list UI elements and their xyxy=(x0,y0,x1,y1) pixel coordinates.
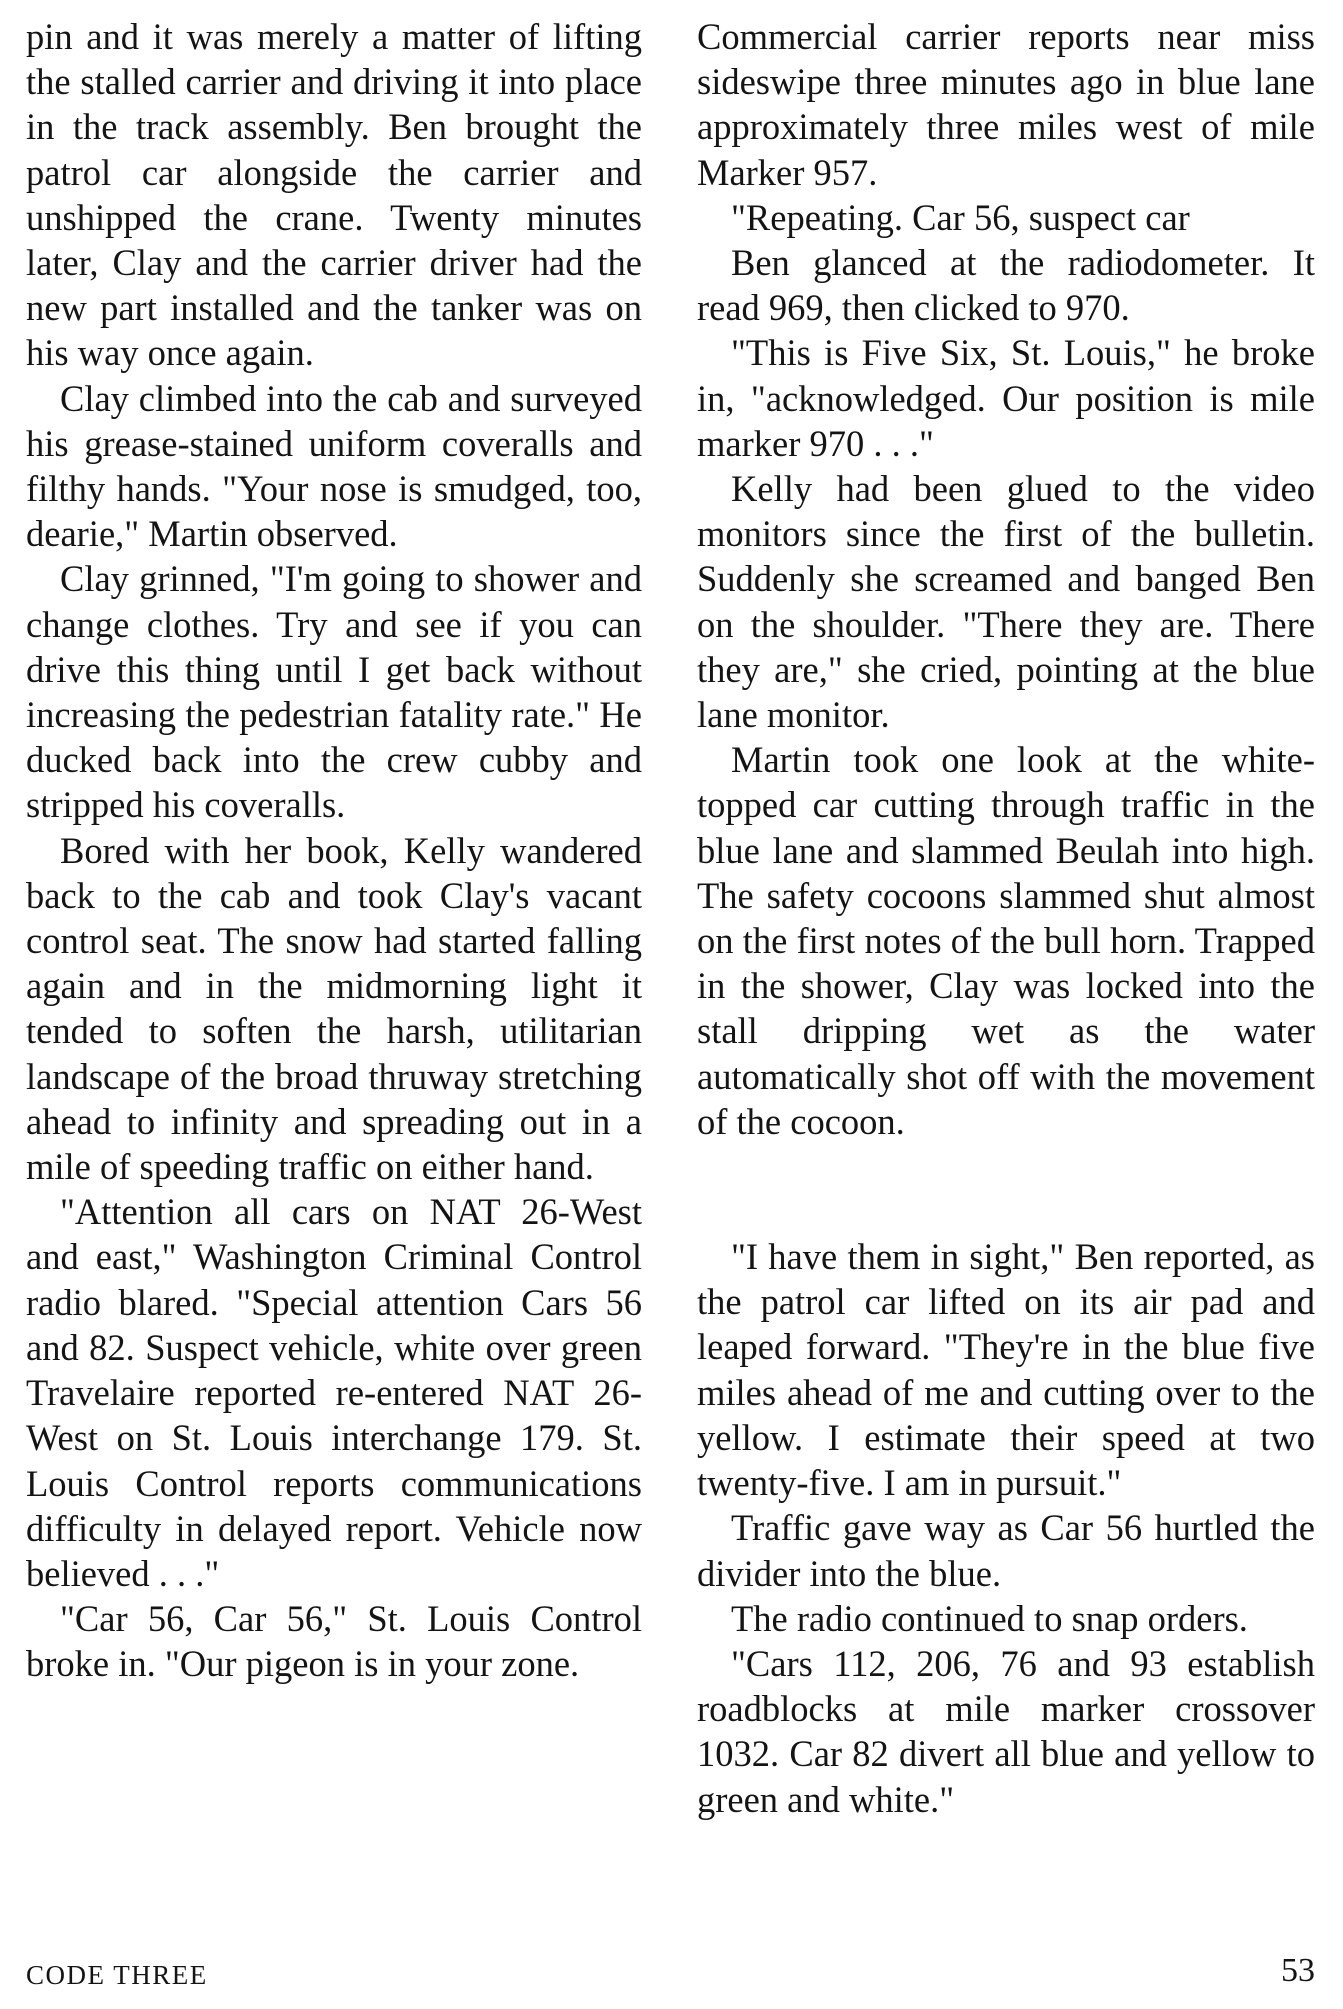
paragraph: "Cars 112, 206, 76 and 93 establish roadblocks at mile marker crossover 1032. Car 82 divert all blue and yellow to green and white." xyxy=(697,1642,1315,1820)
paragraph: Clay grinned, "I'm going to shower and change clothes. Try and see if you can drive this thing until I get back without increasing the pedestrian fatality rate." He ducked back into the crew cubby and stripped his coveralls. xyxy=(26,558,642,826)
right-text-column xyxy=(697,14,1315,1822)
paragraph: "Attention all cars on NAT 26-West and east," Washington Criminal Control radio blared. "Special attention Cars 56 and 82. Suspect vehicle, white over green Travelaire reported re-entered NAT 26-West on St. Louis interchange 179. St. Louis Control reports communications difficulty in delayed report. Vehicle now believed . . ." xyxy=(26,1191,642,1594)
paragraph: "This is Five Six, St. Louis," he broke in, "acknowledged. Our position is mile marker 970 . . ." xyxy=(697,332,1315,464)
paragraph: Traffic gave way as Car 56 hurtled the divider into the blue. xyxy=(697,1507,1315,1594)
paragraph: Martin took one look at the white-topped car cutting through traffic in the blue lane and slammed Beulah into high. The safety cocoons slammed shut almost on the first notes of the bull horn. Trapped in the shower, Clay was locked into the stall dripping wet as the water automatically shot off with the movement of the cocoon. xyxy=(697,739,1315,1142)
paragraph: "Car 56, Car 56," St. Louis Control broke in. "Our pigeon is in your zone. xyxy=(26,1598,642,1685)
left-text-column xyxy=(26,14,642,1687)
paragraph: Ben glanced at the radiodometer. It read 969, then clicked to 970. xyxy=(697,242,1315,329)
paragraph: Commercial carrier reports near miss sideswipe three minutes ago in blue lane approximately three miles west of mile Marker 957. xyxy=(697,16,1315,193)
paragraph: Bored with her book, Kelly wandered back to the cab and took Clay's vacant control seat. The snow had started falling again and in the midmorning light it tended to soften the harsh, utilitarian landscape of the broad thruway stretching ahead to infinity and spreading out in a mile of speeding traffic on either hand. xyxy=(26,829,642,1188)
paragraph: "Repeating. Car 56, suspect car xyxy=(731,196,1190,238)
paragraph: pin and it was merely a matter of lifting the stalled carrier and driving it into place in the track assembly. Ben brought the patrol car alongside the carrier and unshipped the crane. Twenty minutes later, Clay and the carrier driver had the new part installed and the tanker was on his way once again. xyxy=(26,16,642,374)
paragraph: Clay climbed into the cab and surveyed his grease-stained uniform coveralls and filthy hands. "Your nose is smudged, too, dearie," Martin observed. xyxy=(26,377,642,555)
page-number: 53 xyxy=(1281,1952,1315,1989)
paragraph: The radio continued to snap orders. xyxy=(731,1597,1248,1639)
section-break xyxy=(697,1144,1315,1234)
paragraph: Kelly had been glued to the video monitors since the first of the bulletin. Suddenly she screamed and banged Ben on the shoulder. "There they are. There they are," she cried, pointing at the blue lane monitor. xyxy=(697,468,1315,736)
running-title: CODE THREE xyxy=(26,1960,208,1990)
paragraph: "I have them in sight," Ben reported, as the patrol car lifted on its air pad and leaped forward. "They're in the blue five miles ahead of me and cutting over to the yellow. I estimate their speed at two twenty-five. I am in pursuit." xyxy=(697,1236,1315,1504)
